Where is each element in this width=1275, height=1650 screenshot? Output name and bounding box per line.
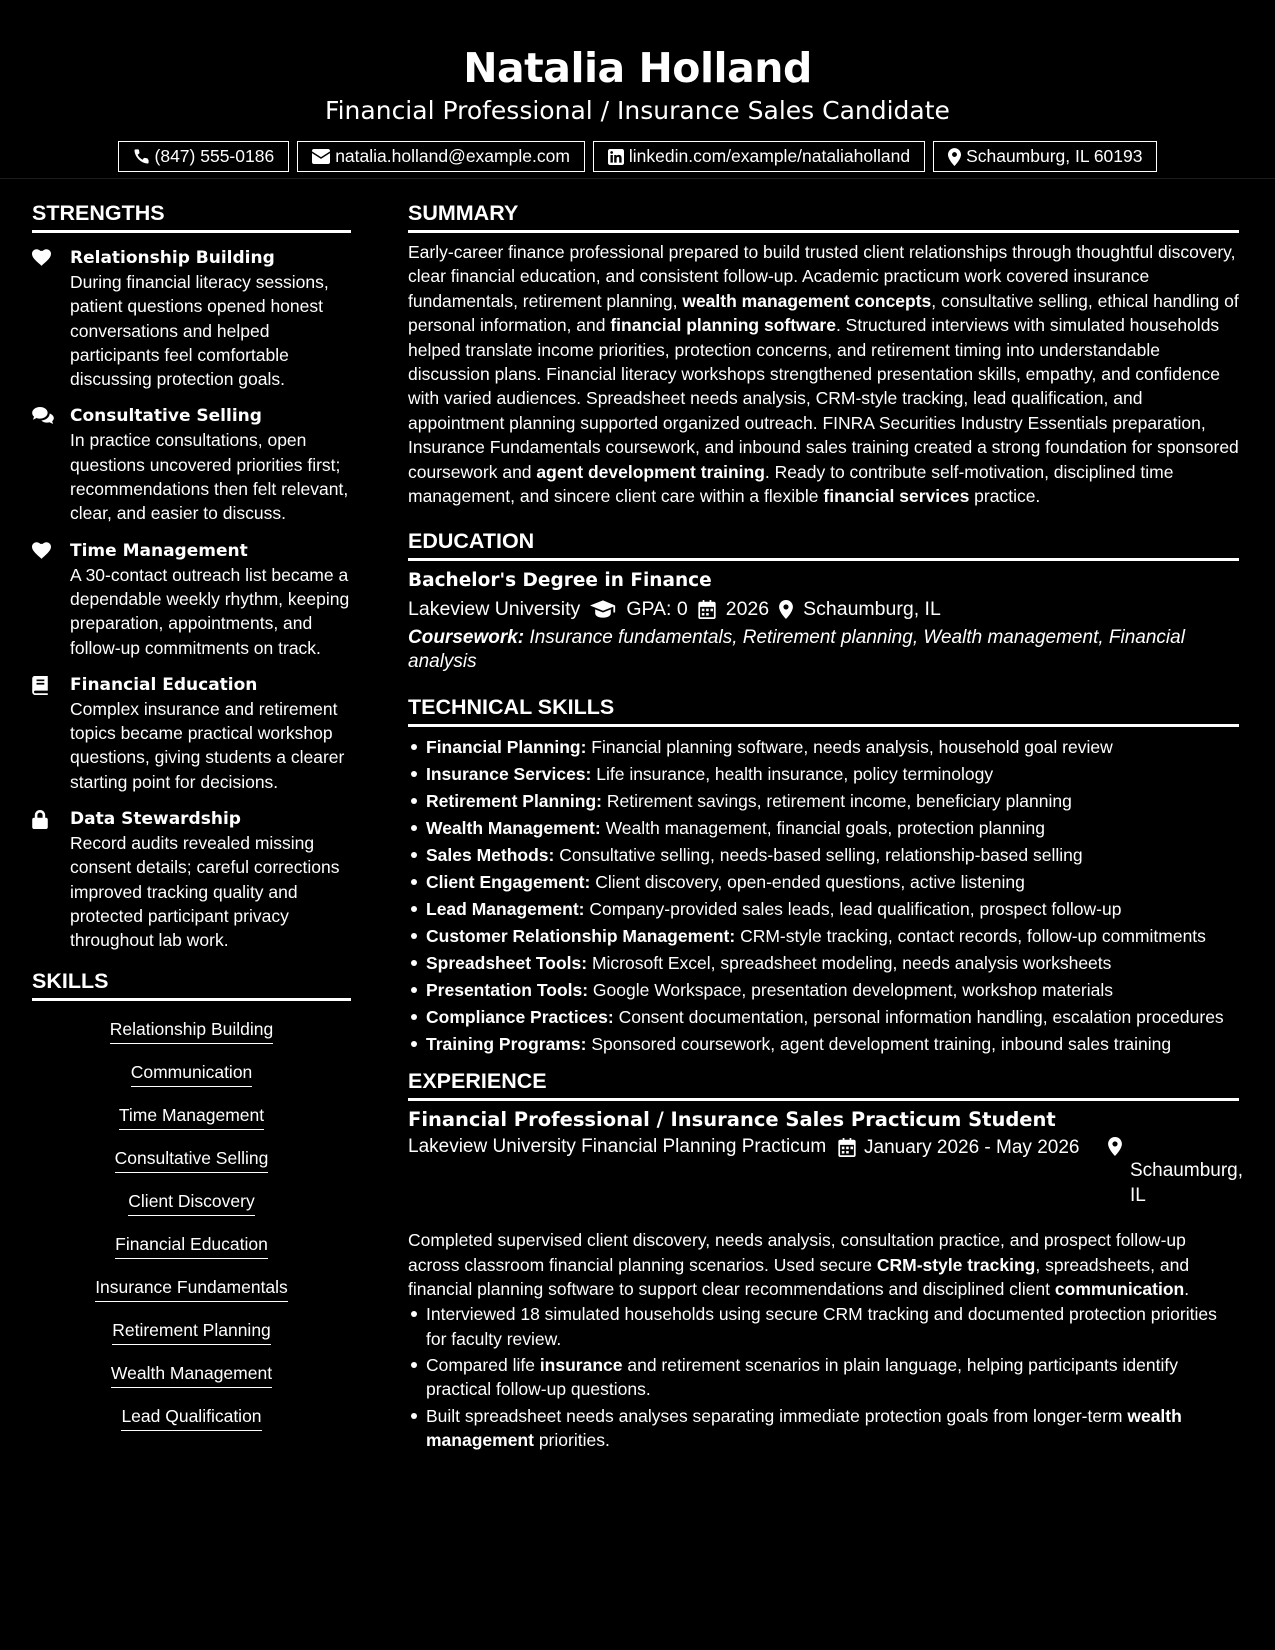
technical-skill-item (408, 735, 1239, 759)
strength-item (32, 539, 351, 660)
skill-category: Presentation Tools: (426, 980, 589, 1001)
summary-section (408, 198, 1239, 508)
skill-category: Retirement Planning: (426, 791, 602, 812)
skill-tag: Relationship Building (110, 1017, 273, 1044)
skill-category: Spreadsheet Tools: (426, 953, 588, 974)
coursework-list: Insurance fundamentals, Retirement planning, Wealth management, Financial analysis (408, 627, 1185, 673)
skill-values: Sponsored coursework, agent development training, inbound sales training (586, 1034, 1172, 1055)
skill-category: Sales Methods: (426, 845, 555, 866)
strength-description: A 30-contact outreach list became a dependable weekly rhythm, keeping preparation, appointments, and follow-up commitments on track. (70, 564, 350, 658)
technical-skill-item (408, 762, 1239, 786)
skill-category: Insurance Services: (426, 764, 592, 785)
job-title: Financial Professional / Insurance Sales Practicum Student (408, 1108, 1056, 1132)
job-date-range: January 2026 - May 2026 (864, 1137, 1080, 1159)
summary-text-part: practice. (969, 486, 1041, 507)
technical-skill-item (408, 978, 1239, 1002)
skill-category: Training Programs: (426, 1034, 587, 1055)
heart-icon (32, 542, 51, 559)
skill-values: Retirement savings, retirement income, beneficiary planning (602, 791, 1072, 812)
experience-section (408, 1066, 1244, 1452)
map-pin-icon (1108, 1137, 1122, 1156)
strength-title: Financial Education (70, 674, 258, 695)
summary-text-part: Early-career finance professional prepared to build trusted client relationships through thoughtful discovery, clear financial education, and consistent follow-up. Academic practicum work covered insurance fundamentals, retirement planning, (408, 242, 1236, 311)
job-keyword: communication (1054, 1279, 1185, 1300)
map-pin-icon (779, 600, 793, 619)
job-bullet (408, 1302, 1239, 1351)
phone-icon (133, 148, 150, 165)
school-name: Lakeview University (408, 598, 581, 621)
coursework (408, 626, 1239, 674)
strength-item (32, 404, 351, 525)
strengths-section (32, 198, 351, 953)
skill-category: Compliance Practices: (426, 1007, 614, 1028)
job-keyword: CRM-style tracking (876, 1254, 1036, 1275)
strength-description: In practice consultations, open questions uncovered priorities first; recommendations then felt relevant, clear, and easier to discuss. (70, 430, 349, 524)
email-text: natalia.holland@example.com (335, 146, 570, 166)
contact-bar (0, 141, 1275, 172)
location-text: Schaumburg, IL 60193 (966, 146, 1143, 166)
degree-title: Bachelor's Degree in Finance (408, 570, 712, 592)
phone-text: (847) 555-0186 (154, 146, 275, 166)
technical-skill-item (408, 924, 1239, 948)
skill-tag: Lead Qualification (121, 1404, 261, 1431)
skill-category: Customer Relationship Management: (426, 926, 736, 947)
strength-title: Time Management (70, 540, 248, 561)
strength-description: During financial literacy sessions, patient questions opened honest conversations and helped participants feel comfortable discussing protection goals. (70, 272, 329, 390)
technical-skill-item (408, 843, 1239, 867)
strength-item (32, 673, 351, 794)
job-location-text: Schaumburg, IL (1130, 1160, 1244, 1207)
job-meta (408, 1134, 1244, 1208)
map-pin-icon (948, 148, 961, 166)
job-bullets (408, 1302, 1239, 1452)
technical-skill-item (408, 897, 1239, 921)
envelope-icon (312, 149, 330, 164)
technical-skills-heading: TECHNICAL SKILLS (408, 692, 1239, 727)
bullet-text: Built spreadsheet needs analyses separating immediate protection goals from longer-term (426, 1405, 1128, 1426)
skills-section (32, 966, 351, 1447)
heart-icon (32, 249, 51, 266)
skill-tag: Client Discovery (128, 1189, 254, 1216)
strength-title: Data Stewardship (70, 809, 241, 830)
skill-values: Google Workspace, presentation development, workshop materials (588, 980, 1114, 1001)
calendar-icon (698, 600, 716, 619)
skills-heading: SKILLS (32, 966, 351, 1001)
lock-icon (32, 810, 48, 829)
technical-skill-item (408, 951, 1239, 975)
left-column (32, 198, 351, 1447)
phone-chip[interactable] (118, 141, 290, 172)
strengths-heading: STRENGTHS (32, 198, 351, 233)
bullet-keyword: wealth management (426, 1405, 1182, 1450)
education-meta (408, 594, 1239, 624)
bullet-text: and retirement scenarios in plain language, helping participants identify practical follow-up questions. (426, 1354, 1178, 1400)
summary-keyword: financial services (823, 486, 970, 507)
skill-values: Life insurance, health insurance, policy terminology (591, 764, 994, 785)
summary-heading: SUMMARY (408, 198, 1239, 233)
bullet-keyword: insurance (539, 1354, 623, 1375)
summary-text-part: , consultative selling, ethical handling of personal information, and (408, 290, 1239, 336)
technical-skill-item (408, 870, 1239, 894)
coursework-label: Coursework: (408, 627, 525, 649)
summary-keyword: wealth management concepts (682, 290, 932, 311)
right-column (408, 198, 1244, 1454)
technical-skill-item (408, 1005, 1239, 1029)
bullet-text: Interviewed 18 simulated households using secure CRM tracking and documented protection priorities for faculty review. (426, 1304, 1217, 1349)
technical-skill-item (408, 1032, 1239, 1056)
strength-item (32, 246, 351, 391)
skill-values: CRM-style tracking, contact records, follow-up commitments (735, 926, 1206, 947)
job-description-part: Completed supervised client discovery, needs analysis, consultation practice, and prospect follow-up across classroom financial planning scenarios. Used secure (408, 1230, 1186, 1275)
summary-text-part: . Ready to contribute self-motivation, disciplined time management, and sincere client care within a flexible (408, 461, 1174, 507)
technical-skill-item (408, 816, 1239, 840)
graduation-year: 2026 (725, 598, 770, 621)
job-bullet (408, 1404, 1239, 1453)
calendar-icon (838, 1138, 856, 1157)
skill-tag: Communication (131, 1060, 253, 1087)
skill-values: Client discovery, open-ended questions, active listening (590, 872, 1025, 893)
technical-skill-item (408, 789, 1239, 813)
candidate-name: Natalia Holland (463, 44, 812, 92)
job-description-part: . (1184, 1279, 1190, 1300)
skill-values: Wealth management, financial goals, protection planning (600, 818, 1045, 839)
location-chip[interactable] (933, 141, 1157, 172)
gpa-text: GPA: 0 (626, 598, 688, 621)
technical-skills-section (408, 692, 1239, 1056)
job-description-part: , spreadsheets, and financial planning software to support clear recommendations and disciplined client (408, 1254, 1190, 1300)
skill-values: Company-provided sales leads, lead qualification, prospect follow-up (584, 899, 1122, 920)
strength-description: Record audits revealed missing consent details; careful corrections improved tracking quality and protected participant privacy throughout lab work. (70, 833, 340, 951)
job-location (1108, 1134, 1244, 1208)
education-section (408, 526, 1239, 674)
education-heading: EDUCATION (408, 526, 1239, 561)
graduation-cap-icon (590, 600, 616, 618)
summary-text (408, 240, 1239, 508)
skill-tag: Financial Education (115, 1232, 268, 1259)
bullet-text: priorities. (533, 1429, 610, 1450)
strength-title: Consultative Selling (70, 406, 262, 427)
skill-tag: Wealth Management (111, 1361, 272, 1388)
job-description (408, 1228, 1239, 1301)
skill-category: Financial Planning: (426, 737, 587, 758)
skill-tag: Consultative Selling (115, 1146, 269, 1173)
school-location: Schaumburg, IL (803, 598, 941, 621)
strength-title: Relationship Building (70, 248, 275, 268)
skill-tag: Time Management (119, 1103, 264, 1130)
candidate-role: Financial Professional / Insurance Sales Candidate (325, 96, 950, 125)
book-icon (32, 676, 48, 695)
skill-tag: Insurance Fundamentals (95, 1275, 288, 1302)
job-bullet (408, 1353, 1239, 1402)
skill-category: Lead Management: (426, 899, 585, 920)
skill-category: Client Engagement: (426, 872, 591, 893)
job-organization: Lakeview University Financial Planning Practicum (408, 1136, 827, 1158)
skill-values: Consultative selling, needs-based selling, relationship-based selling (554, 845, 1083, 866)
skill-values: Microsoft Excel, spreadsheet modeling, needs analysis worksheets (587, 953, 1112, 974)
experience-heading: EXPERIENCE (408, 1066, 1239, 1101)
resume-header (0, 0, 1275, 179)
summary-text-part: . Structured interviews with simulated households helped translate income priorities, protection concerns, and retirement timing into understandable discussion plans. Financial literacy workshops strengthened presentation skills, empathy, and confidence with varied audiences. Spreadsheet needs analysis, CRM-style tracking, lead qualification, and appointment planning supported organized outreach. FINRA Securities Industry Essentials preparation, Insurance Fundamentals coursework, and inbound sales training created a strong foundation for sponsored coursework and (408, 315, 1239, 482)
summary-keyword: agent development training (536, 461, 765, 482)
linkedin-chip[interactable] (593, 141, 925, 172)
skill-values: Consent documentation, personal information handling, escalation procedures (613, 1007, 1224, 1028)
linkedin-text: linkedin.com/example/nataliaholland (628, 146, 911, 166)
skill-tag: Retirement Planning (112, 1318, 271, 1345)
bullet-text: Compared life (426, 1354, 540, 1375)
skill-category: Wealth Management: (426, 818, 601, 839)
job-dates (838, 1134, 1108, 1208)
summary-keyword: financial planning software (610, 315, 836, 336)
strength-item (32, 807, 351, 952)
email-chip[interactable] (297, 141, 585, 172)
linkedin-icon (608, 149, 624, 165)
comments-icon (32, 407, 54, 424)
skill-values: Financial planning software, needs analysis, household goal review (586, 737, 1113, 758)
strength-description: Complex insurance and retirement topics became practical workshop questions, giving students a clearer starting point for decisions. (70, 698, 345, 792)
